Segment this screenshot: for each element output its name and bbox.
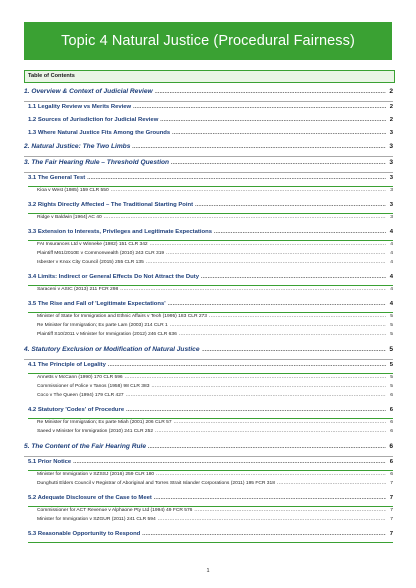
- toc-entry-text: 4.2 Statutory 'Codes' of Procedure: [28, 407, 125, 413]
- toc-entry-text: Dunghutti Elders Council v Registrar of Aboriginal and Torres Strait Islander Corporations (2011) 195 FCR 318: [37, 481, 275, 486]
- toc-subsection-entry[interactable]: [28, 495, 393, 507]
- toc-entry-text: Commissioner of Police v Tanos (1958) 98 CLR 383: [37, 384, 150, 389]
- toc-entry-text: 1.3 Where Natural Justice Fits Among the Grounds: [28, 130, 171, 136]
- dot-leader: [87, 175, 386, 181]
- toc-subsection-entry[interactable]: [28, 301, 393, 313]
- toc-subsection-entry[interactable]: [28, 229, 393, 241]
- dot-leader: [168, 301, 386, 307]
- toc-entry-text: Re Minister for Immigration; Ex parte Miah (2001) 206 CLR 57: [37, 420, 172, 425]
- toc-page-number: 3: [389, 130, 393, 136]
- toc-entry-text: 3.4 Limits: Indirect or General Effects Do Not Attract the Duty: [28, 274, 199, 280]
- toc-entry-text: Plaintiff M61/2010E v Commonwealth (2010) 243 CLR 319: [37, 251, 165, 256]
- dot-leader: [73, 459, 386, 465]
- dot-leader: [126, 407, 386, 413]
- toc-page-number: 4: [389, 229, 393, 235]
- toc-page-number: 6: [390, 393, 393, 398]
- dot-leader: [142, 531, 386, 537]
- toc-page-number: 2: [389, 117, 393, 123]
- toc-page-number: 4: [390, 260, 393, 265]
- dot-leader: [120, 286, 386, 292]
- dot-leader: [172, 130, 386, 136]
- dot-leader: [171, 160, 386, 166]
- toc-page-number: 6: [390, 420, 393, 425]
- toc-entry-text: 2. Natural Justice: The Two Limbs: [24, 143, 131, 150]
- toc-page-number: 4: [390, 251, 393, 256]
- dot-leader: [151, 383, 386, 389]
- dot-leader: [108, 362, 386, 368]
- toc-subsection-entry[interactable]: [28, 175, 393, 187]
- toc-page-number: 7: [389, 495, 393, 501]
- toc-page-number: 7: [390, 481, 393, 486]
- toc-page-number: 4: [389, 274, 393, 280]
- toc-entry-text: 5. The Content of the Fair Hearing Rule: [24, 443, 146, 450]
- toc-entry-text: Annetts v McCann (1990) 170 CLR 596: [37, 375, 123, 380]
- toc-case-entry[interactable]: [37, 187, 393, 196]
- toc-entry-text: 3.5 The Rise and Fall of 'Legitimate Expectations': [28, 301, 166, 307]
- toc-label-box: [24, 70, 395, 83]
- toc-entry-text: Plaintiff S10/2011 v Minister for Immigration (2012) 246 CLR 636: [37, 332, 177, 337]
- toc-subsection-entry[interactable]: [28, 274, 393, 286]
- toc-case-entry[interactable]: [37, 471, 393, 480]
- toc-case-entry[interactable]: [37, 419, 393, 428]
- toc-case-entry[interactable]: [37, 313, 393, 322]
- toc-page-number: 7: [390, 517, 393, 522]
- toc-page-number: 7: [390, 508, 393, 513]
- dot-leader: [158, 516, 386, 522]
- toc-page-number: 6: [389, 407, 393, 413]
- toc-entry-text: Kioa v West (1985) 159 CLR 550: [37, 188, 109, 193]
- dot-leader: [156, 471, 386, 477]
- toc-subsection-entry[interactable]: [28, 531, 393, 543]
- toc-entry-text: Isbester v Knox City Council (2015) 255 CLR 135: [37, 260, 144, 265]
- dot-leader: [146, 259, 386, 265]
- document-title: Topic 4 Natural Justice (Procedural Fairness): [61, 33, 355, 49]
- toc-case-entry[interactable]: [37, 480, 393, 489]
- toc-page-number: 2: [389, 104, 393, 110]
- toc-section-entry[interactable]: [24, 443, 393, 457]
- toc-entry-text: FAI Insurances Ltd v Winneke (1982) 151 CLR 342: [37, 242, 148, 247]
- dot-leader: [155, 89, 386, 95]
- toc-page-number: 2: [389, 88, 393, 95]
- toc-page-number: 5: [390, 314, 393, 319]
- toc-case-entry[interactable]: [37, 428, 393, 437]
- toc-case-entry[interactable]: [37, 392, 393, 401]
- toc-section-entry[interactable]: [24, 159, 393, 173]
- toc-page-number: 5: [389, 362, 393, 368]
- toc-page-number: 7: [389, 531, 393, 537]
- toc-entry-text: Saeed v Minister for Immigration (2010) 241 CLR 252: [37, 429, 154, 434]
- toc-case-entry[interactable]: [37, 322, 393, 331]
- table-of-contents: [24, 86, 393, 543]
- toc-page-number: 4: [390, 242, 393, 247]
- toc-entry-text: 5.3 Reasonable Opportunity to Respond: [28, 531, 141, 537]
- toc-section-entry[interactable]: [24, 143, 393, 157]
- toc-entry-text: 4. Statutory Exclusion or Modification of Natural Justice: [24, 346, 200, 353]
- dot-leader: [150, 241, 386, 247]
- toc-page-number: 5: [389, 346, 393, 353]
- toc-subsection-entry[interactable]: [28, 407, 393, 419]
- toc-entry-text: Ridge v Baldwin [1964] AC 40: [37, 215, 102, 220]
- toc-page-number: 3: [389, 143, 393, 150]
- toc-entry-text: Minister of State for Immigration and Ethnic Affairs v Teoh (1995) 183 CLR 273: [37, 314, 207, 319]
- toc-page-number: 6: [390, 472, 393, 477]
- toc-subsection-entry[interactable]: [28, 362, 393, 374]
- toc-entry-text: 1.1 Legality Review vs Merits Review: [28, 104, 132, 110]
- toc-page-number: 5: [390, 323, 393, 328]
- toc-page-number: 3: [389, 159, 393, 166]
- toc-subsection-entry[interactable]: [28, 104, 393, 115]
- dot-leader: [194, 507, 386, 513]
- dot-leader: [104, 214, 386, 220]
- toc-case-entry[interactable]: [37, 331, 393, 340]
- toc-case-entry[interactable]: [37, 286, 393, 295]
- dot-leader: [277, 480, 386, 486]
- toc-subsection-entry[interactable]: [28, 459, 393, 471]
- toc-entry-text: Minister for Immigration v SZGUR (2011) 241 CLR 594: [37, 517, 156, 522]
- dot-leader: [170, 322, 386, 328]
- dot-leader: [126, 392, 386, 398]
- dot-leader: [133, 104, 386, 110]
- toc-case-entry[interactable]: [37, 507, 393, 516]
- toc-case-entry[interactable]: [37, 250, 393, 259]
- page-number: 1: [206, 568, 210, 574]
- dot-leader: [174, 419, 386, 425]
- toc-label: Table of Contents: [28, 73, 75, 79]
- toc-page-number: 3: [390, 188, 393, 193]
- dot-leader: [166, 250, 386, 256]
- toc-page-number: 5: [390, 332, 393, 337]
- toc-entry-text: Commissioner for ACT Revenue v Alphaone Pty Ltd (1994) 49 FCR 576: [37, 508, 193, 513]
- dot-leader: [160, 117, 386, 123]
- toc-page-number: 3: [389, 202, 393, 208]
- dot-leader: [111, 187, 386, 193]
- toc-entry-text: 3.2 Rights Directly Affected – The Traditional Starting Point: [28, 202, 194, 208]
- toc-section-entry[interactable]: [24, 88, 393, 102]
- toc-case-entry[interactable]: [37, 241, 393, 250]
- toc-entry-text: 1.2 Sources of Jurisdiction for Judicial Review: [28, 117, 159, 123]
- toc-page-number: 3: [390, 215, 393, 220]
- toc-page-number: 4: [389, 301, 393, 307]
- dot-leader: [148, 444, 386, 450]
- toc-entry-text: Minister for Immigration v SZSSJ (2016) 259 CLR 180: [37, 472, 155, 477]
- toc-entry-text: 5.2 Adequate Disclosure of the Case to Meet: [28, 495, 152, 501]
- toc-entry-text: 3. The Fair Hearing Rule – Threshold Question: [24, 159, 170, 166]
- toc-entry-text: Coco v The Queen (1994) 179 CLR 427: [37, 393, 124, 398]
- toc-case-entry[interactable]: [37, 214, 393, 223]
- toc-subsection-entry[interactable]: [28, 117, 393, 128]
- toc-page-number: 6: [389, 443, 393, 450]
- dot-leader: [154, 495, 386, 501]
- toc-subsection-entry[interactable]: [28, 130, 393, 141]
- toc-section-entry[interactable]: [24, 346, 393, 360]
- toc-entry-text: Saraceni v ASIC (2013) 211 FCR 298: [37, 287, 119, 292]
- dot-leader: [125, 374, 386, 380]
- toc-case-entry[interactable]: [37, 374, 393, 383]
- toc-case-entry[interactable]: [37, 259, 393, 268]
- dot-leader: [214, 229, 386, 235]
- toc-case-entry[interactable]: [37, 516, 393, 525]
- toc-page-number: 6: [390, 429, 393, 434]
- dot-leader: [202, 347, 387, 353]
- toc-page-number: 5: [390, 375, 393, 380]
- dot-leader: [195, 202, 386, 208]
- toc-entry-text: 3.3 Extension to Interests, Privileges and Legitimate Expectations: [28, 229, 212, 235]
- toc-entry-text: 4.1 The Principle of Legality: [28, 362, 106, 368]
- dot-leader: [132, 144, 386, 150]
- toc-page-number: 5: [390, 384, 393, 389]
- toc-page-number: 3: [389, 175, 393, 181]
- toc-entry-text: Re Minister for Immigration; Ex parte Lam (2003) 214 CLR 1: [37, 323, 168, 328]
- document-title-banner: [24, 22, 392, 60]
- toc-page-number: 6: [389, 459, 393, 465]
- toc-entry-text: 1. Overview & Context of Judicial Review: [24, 88, 153, 95]
- toc-entry-text: 3.1 The General Test: [28, 175, 86, 181]
- toc-page-number: 4: [390, 287, 393, 292]
- dot-leader: [209, 313, 386, 319]
- dot-leader: [179, 331, 386, 337]
- dot-leader: [155, 428, 386, 434]
- dot-leader: [201, 274, 386, 280]
- toc-entry-text: 5.1 Prior Notice: [28, 459, 72, 465]
- toc-subsection-entry[interactable]: [28, 202, 393, 214]
- toc-case-entry[interactable]: [37, 383, 393, 392]
